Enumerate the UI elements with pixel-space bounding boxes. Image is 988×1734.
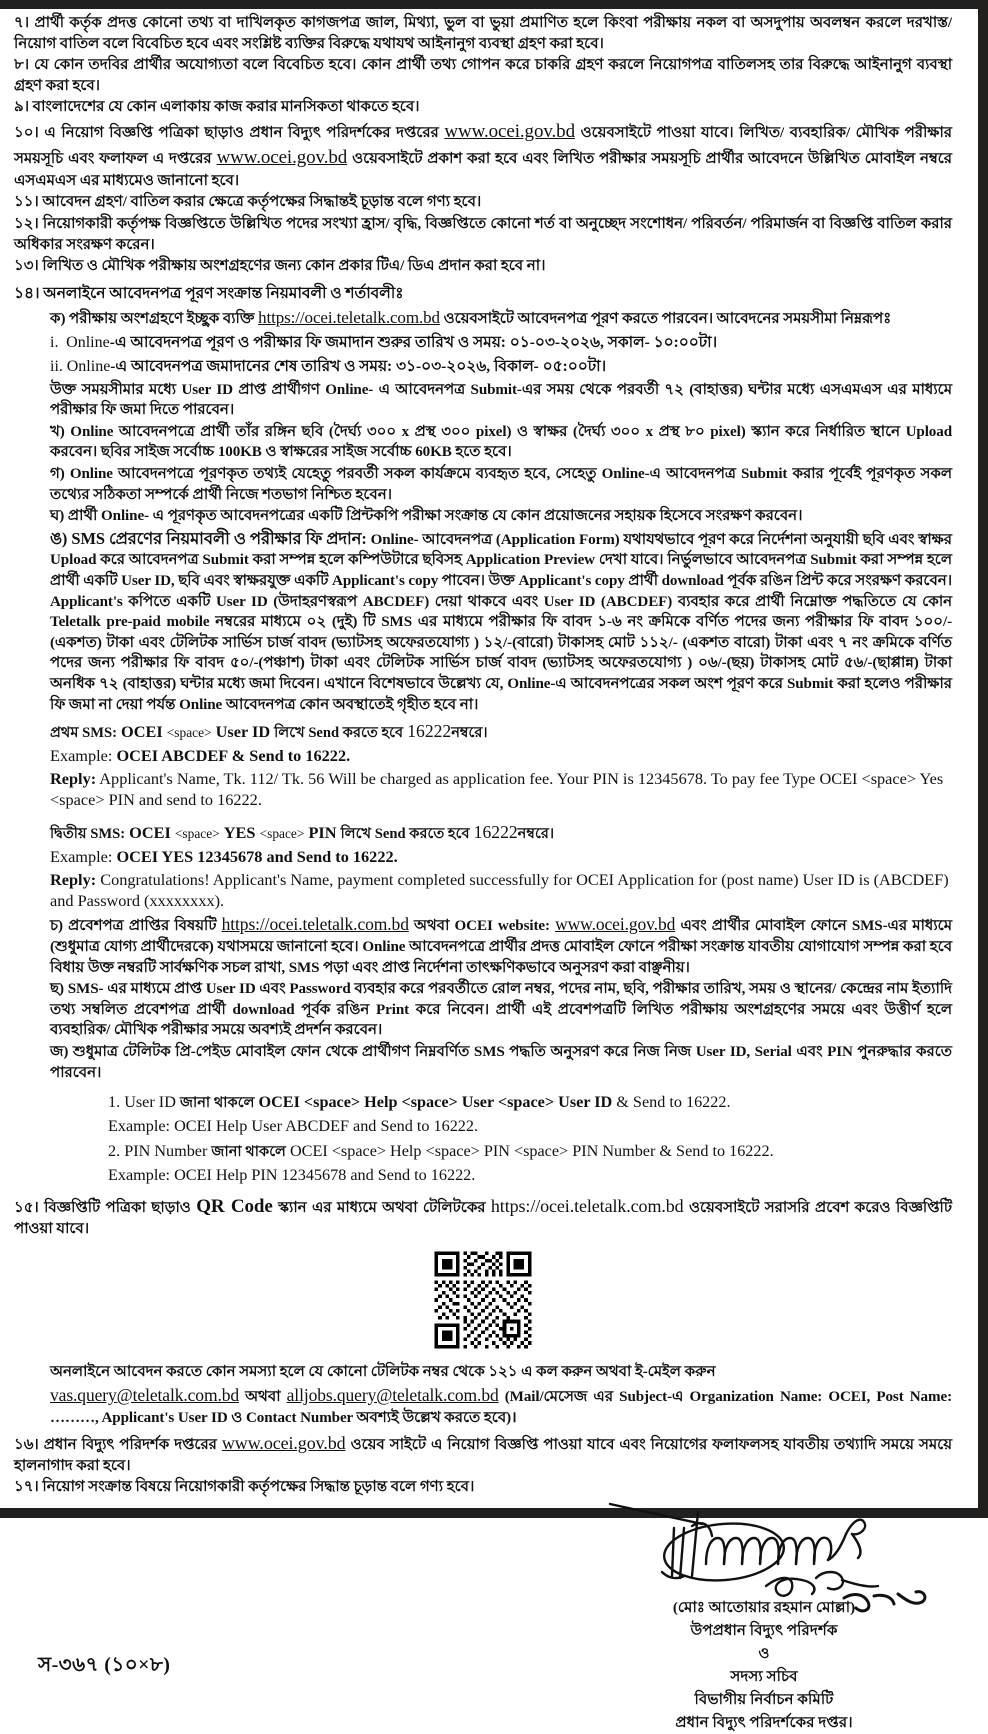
sub-clause-cha-text-1: চ) প্রবেশপত্র প্রাপ্তির বিষয়টি (50, 918, 222, 935)
clause-16-text-2: ওয়েব সাইটে এ নিয়োগ বিজ্ঞপ্তি পাওয়া যাবে এবং নিয়োগের ফলাফলসহ যাবতীয় তথ্যাদি সময়ে সময়ে হালনাগাদ করা হবে। (14, 1437, 953, 1474)
signatory-title-3: বিভাগীয় নির্বাচন কমিটি (694, 1691, 834, 1709)
clause-10-text-3: ওয়েবসাইটে প্রকাশ করা হবে এবং লিখিত পরীক্ষার সময়সূচি প্রার্থীর আবেদনে উল্লিখিত মোবাইল নম্বরে এসএমএস এর মাধ্যমেও জানানো হবে। (14, 150, 953, 189)
ocei-gov-link-1[interactable]: www.ocei.gov.bd (444, 120, 575, 142)
qr-code-container (14, 1248, 952, 1352)
second-sms-example-text: OCEI YES 12345678 and Send to 16222. (116, 846, 398, 866)
recovery-item-1-tail: & Send to 16222. (616, 1093, 731, 1112)
scan-border-right (978, 0, 988, 1518)
clause-16-text-1: ১৬। প্রধান বিদ্যুৎ পরিদর্শক দপ্তরের (14, 1437, 222, 1454)
sub-clause-uo (50, 528, 952, 715)
sub-clause-ka (50, 306, 952, 330)
clause-17: ১৭। নিয়োগ সংক্রান্ত বিষয়ে নিয়োগকারী কর্তৃপক্ষের সিদ্ধান্ত চূড়ান্ত বলে গণ্য হবে। (14, 1479, 475, 1496)
first-sms-suffix: নম্বরে। (451, 725, 488, 742)
second-sms-reply-label: Reply: (50, 869, 97, 889)
fee-deadline-note: উক্ত সময়সীমার মধ্যে User ID প্রাপ্ত প্রার্থীগণ Online- এ আবেদনপত্র Submit-এর সময় থেকে পরবর্তী ৭২ (বাহাত্তর) ঘন্টার মধ্যে এসএমএস এর মাধ্যমে পরীক্ষার ফি জমা দিতে পারবেন। (50, 381, 952, 419)
deadline-end-value: ৩১-০৩-২০২৬, বিকাল- ০৫:০০টা। (396, 358, 607, 376)
deadline-start-text: -এ আবেদনপত্র পূরণ ও পরীক্ষার ফি জমাদান শুরুর তারিখ ও সময়: (109, 333, 510, 351)
second-sms-suffix: নম্বরে। (517, 825, 555, 842)
helpdesk-block (50, 1362, 952, 1428)
second-sms-tail: লিখে Send করতে হবে (340, 825, 470, 842)
signatory-title-1: উপপ্রধান বিদ্যুৎ পরিদর্শক (690, 1622, 838, 1640)
deadline-end (50, 355, 952, 378)
qr-code-image[interactable] (422, 1248, 544, 1352)
first-sms-shortcode: 16222 (407, 721, 452, 742)
recovery-item-2 (108, 1140, 952, 1162)
clause-8: ৮। যে কোন তদবির প্রার্থীর অযোগ্যতা বলে বিবেচিত হবে। কোন প্রার্থী তথ্য গোপন করে চাকরি গ্রহণ করলে নিয়োগপত্র বাতিলসহ তার বিরুদ্ধে আইনানুগ ব্যবস্থা গ্রহণ করা হবে। (14, 57, 952, 94)
vas-query-email-link[interactable]: vas.query@teletalk.com.bd (50, 1384, 240, 1405)
clause-15 (14, 1194, 952, 1241)
first-sms-userid-token: User ID (215, 722, 271, 742)
first-sms-reply-text: Applicant's Name, Tk. 112/ Tk. 56 Will be charged as application fee. Your PIN is 12345678. To pay fee Type OCEI <space> Yes <space> PIN and send to 16222. (50, 769, 944, 810)
teletalk-apply-link-1[interactable]: https://ocei.teletalk.com.bd (258, 308, 440, 328)
sub-clause-ka-text-2: ওয়েবসাইটে আবেদনপত্র পূরণ করতে পারবেন। আবেদনের সময়সীমা নিম্নরূপঃ (439, 311, 892, 328)
deadline-end-text: -এ আবেদনপত্র জমাদানের শেষ তারিখ ও সময়: (110, 358, 397, 376)
helpdesk-between: অথবা (239, 1388, 287, 1405)
first-sms-example-label: Example: (50, 746, 113, 766)
sub-clause-gha: ঘ) প্রার্থী Online- এ পূরণকৃত আবেদনপত্রের একটি প্রিন্টকপি পরীক্ষা সংক্রান্ত যে কোন প্রয়োজনের সহায়ক হিসেবে সংরক্ষণ করবেন। (50, 508, 803, 525)
ocei-gov-link-2[interactable]: www.ocei.gov.bd (216, 146, 348, 168)
online-word-1: Online (66, 333, 110, 351)
sub-clause-ga: গ) Online আবেদনপত্রে পূরণকৃত তথ্যই যেহেতু পরবর্তী সকল কার্যক্রমে ব্যবহৃত হবে, সেহেতু Online-এ আবেদনপত্র Submit করার পূর্বেই পূরণকৃত সকল তথ্যের সঠিকতা সম্পর্কে প্রার্থী নিজে শতভাগ নিশ্চিত হবেন। (50, 466, 952, 503)
recovery-item-1-command: OCEI <space> Help <space> User <space> User ID (258, 1093, 613, 1112)
signatory-name: (মোঃ আতোয়ার রহমান মোল্লা) (672, 1598, 856, 1616)
signature-block (574, 1596, 954, 1734)
recovery-item-2-bn: জানা থাকলে (211, 1143, 286, 1160)
recovery-item-1-number: 1. (108, 1093, 121, 1112)
helpdesk-line-2 (50, 1384, 952, 1428)
ocei-gov-link-4[interactable]: www.ocei.gov.bd (221, 1433, 346, 1454)
second-sms-yes-token: YES (223, 822, 256, 842)
sms-rules-heading: ঙ) SMS প্রেরণের নিয়মাবলী ও পরীক্ষার ফি প্রদান: (50, 528, 367, 548)
recovery-item-1-pre: User ID (124, 1093, 176, 1112)
recovery-item-2-pre: PIN Number (124, 1141, 208, 1160)
second-sms-space-token-1: <space> (174, 825, 220, 841)
recovery-item-1-bn: জানা থাকলে (179, 1095, 255, 1112)
sub-clause-cha-mid: অথবা OCEI website: (408, 918, 556, 935)
sub-clause-ja: জ) শুধুমাত্র টেলিটক প্রি-পেইড মোবাইল ফোন থেকে প্রার্থীগণ নিম্নবর্ণিত SMS পদ্ধতি অনুসরণ করে নিজ নিজ User ID, Serial এবং PIN পুনরুদ্ধার করতে পারবেন। (50, 1043, 952, 1081)
sub-clause-ka-text-1: ক) পরীক্ষায় অংশগ্রহণে ইচ্ছুক ব্যক্তি (50, 311, 259, 328)
signatory-title-4: প্রধান বিদ্যুৎ পরিদর্শকের দপ্তর। (675, 1714, 853, 1732)
first-sms-line (50, 720, 952, 743)
recovery-item-2-command: OCEI <space> Help <space> PIN <space> PIN Number (289, 1141, 656, 1160)
alljobs-query-email-link[interactable]: alljobs.query@teletalk.com.bd (286, 1384, 499, 1405)
clause-16 (14, 1431, 952, 1476)
second-sms-pin-token: PIN (308, 822, 337, 842)
clause-11: ১১। আবেদন গ্রহণ/ বাতিল করার ক্ষেত্রে কর্তৃপক্ষের সিদ্ধান্তই চূড়ান্ত বলে গণ্য হবে। (14, 194, 482, 211)
online-word-2: Online (66, 358, 111, 376)
first-sms-example-line (50, 745, 952, 766)
clause-15-text-2: স্ক্যান এর মাধ্যমে অথবা টেলিটকের (272, 1199, 491, 1216)
sub-clause-kha: খ) Online আবেদনপত্রে প্রার্থী তাঁর রঙ্গিন ছবি (দৈর্ঘ্য ৩০০ x প্রস্থ ৩০০ pixel) ও স্বাক্ষর (দৈর্ঘ্য ৩০০ x প্রস্থ ৮০ pixel) স্ক্যান করে নির্ধারিত স্থানে Upload করবেন। ছবির সাইজ সর্বোচ্চ 100KB ও স্বাক্ষরের সাইজ সর্বোচ্চ 60KB হতে হবে। (50, 423, 952, 461)
clause-9: ৯। বাংলাদেশের যে কোন এলাকায় কাজ করার মানসিকতা থাকতে হবে। (14, 99, 420, 116)
scan-border-top (0, 0, 988, 9)
first-sms-reply-line (50, 768, 952, 810)
sub-clause-cha (50, 913, 952, 978)
signatory-conjunction: ও (758, 1645, 770, 1663)
teletalk-apply-link-2[interactable]: https://ocei.teletalk.com.bd (490, 1195, 684, 1216)
recovery-item-1 (108, 1091, 952, 1113)
clause-7: ৭। প্রার্থী কর্তৃক প্রদত্ত কোনো তথ্য বা দাখিলকৃত কাগজপত্র জাল, মিথ্যা, ভুল বা ভুয়া প্রমাণিত হলে কিংবা পরীক্ষায় নকল বা অসদুপায় অবলম্বন করলে দরখাস্ত/ নিয়োগ বাতিল বলে বিবেচিত হবে এবং সংশ্লিষ্ট ব্যক্তির বিরুদ্ধে যথাযথ আইনানুগ ব্যবস্থা গ্রহণ করা হবে। (14, 15, 952, 52)
second-sms-reply-text: Congratulations! Applicant's Name, payment completed successfully for OCEI Application for (post name) User ID is (ABCDEF) and Password (xxxxxxxx). (50, 869, 949, 910)
clause-10 (14, 119, 952, 191)
first-sms-keyword: OCEI (121, 722, 163, 742)
document-page (0, 9, 978, 1732)
roman-numeral-i: i. (50, 333, 59, 351)
recovery-item-2-number: 2. (108, 1141, 121, 1160)
sms-rules-body: Online- আবেদনপত্র (Application Form) যথাযথভাবে পূরণ করে নির্দেশনা অনুযায়ী ছবি এবং স্বাক্ষর Upload করে আবেদনপত্র Submit করা সম্পন্ন হলে কম্পিউটারে ছবিসহ Application Preview দেখা যাবে। নির্ভুলভাবে আবেদনপত্র Submit করা সম্পন্ন হলে প্রার্থী একটি User ID, ছবি এবং স্বাক্ষরযুক্ত একটি Applicant's copy পাবেন। উক্ত Applicant's copy প্রার্থী download পূর্বক রঙিন প্রিন্ট করে সংরক্ষণ করবেন। Applicant's কপিতে একটি User ID (উদাহরণস্বরূপ ABCDEF) দেয়া থাকবে এবং User ID (ABCDEF) ব্যবহার করে প্রার্থী নিম্নোক্ত পদ্ধতিতে যে কোন Teletalk pre-paid mobile নম্বরের মাধ্যমে ০২ (দুই) টি SMS এর মাধ্যমে পরীক্ষার ফি বাবদ ১-৬ নং ক্রমিকে বর্ণিত পদের জন্য পরীক্ষার ফি বাবদ ১০০/-(একশত) টাকা এবং টেলিটক সার্ভিস চার্জ বাবদ (ভ্যাটসহ অফেরতযোগ্য ) ১২/-(বারো) টাকাসহ মোট ১১২/- (একশত বারো) টাকা এবং ৭ নং ক্রমিকে বর্ণিত পদের জন্য পরীক্ষার ফি বাবদ ৫০/-(পঞ্চাশ) টাকা এবং টেলিটক সার্ভিস চার্জ বাবদ (ভ্যাটসহ অফেরতযোগ্য ) ০৬/-(ছয়) টাকাসহ মোট ৫৬/-(ছাপ্পান্ন) টাকা অনধিক ৭২ (বাহাত্তর) ঘন্টার মধ্যে জমা দিবেন। এখানে বিশেষভাবে উল্লেখ্য যে, Online-এ আবেদনপত্রের সকল অংশ পূরণ করে Submit করা হলেও পরীক্ষার ফি জমা না দেয়া পর্যন্ত Online আবেদনপত্র কোন অবস্থাতেই গৃহীত হবে না। (50, 531, 953, 713)
signature-area (14, 1500, 952, 1732)
qr-code-label: QR Code (196, 1195, 273, 1217)
recovery-item-2-example: Example: OCEI Help PIN 12345678 and Send to 16222. (108, 1166, 476, 1185)
clause-14-heading: ১৪। অনলাইনে আবেদনপত্র পূরণ সংক্রান্ত নিয়মাবলী ও শর্তাবলীঃ (14, 284, 404, 302)
section-14-body (50, 306, 952, 1187)
roman-numeral-ii: ii. (50, 358, 63, 376)
first-sms-space-token: <space> (166, 725, 212, 741)
first-sms-label: প্রথম SMS: (50, 725, 117, 742)
clause-15-text-3: ওয়েবসাইটে সরাসরি প্রবেশ করেও বিজ্ঞপ্তিটি পাওয়া যাবে। (14, 1199, 952, 1238)
clause-12: ১২। নিয়োগকারী কর্তৃপক্ষ বিজ্ঞপ্তিতে উল্লিখিত পদের সংখ্যা হ্রাস/ বৃদ্ধি, বিজ্ঞপ্তিতে কোনো শর্ত বা অনুচ্ছেদ সংশোধন/ পরিবর্তন/ পরিমার্জন বা বিজ্ঞপ্তি বাতিল করার অধিকার সংরক্ষণ করেন। (14, 216, 952, 253)
second-sms-example-label: Example: (50, 846, 113, 866)
first-sms-example-text: OCEI ABCDEF & Send to 16222. (116, 746, 351, 766)
signatory-title-2: সদস্য সচিব (730, 1668, 798, 1686)
clause-10-text-2: ওয়েবসাইটে পাওয়া যাবে। লিখিত/ ব্যবহারিক/ মৌখিক পরীক্ষার সময়সূচি এবং ফলাফল এ দপ্তরের (14, 124, 953, 167)
second-sms-keyword: OCEI (129, 822, 171, 842)
helpdesk-line-1: অনলাইনে আবেদন করতে কোন সমস্যা হলে যে কোনো টেলিটক নম্বর থেকে ১২১ এ কল করুন অথবা ই-মেইল করুন (50, 1364, 716, 1381)
clause-13: ১৩। লিখিত ও মৌখিক পরীক্ষায় অংশগ্রহণের জন্য কোন প্রকার টিএ/ ডিএ প্রদান করা হবে না। (14, 258, 546, 275)
clause-10-text-1: ১০। এ নিয়োগ বিজ্ঞপ্তি পত্রিকা ছাড়াও প্রধান বিদ্যুৎ পরিদর্শকের দপ্তরের (14, 124, 445, 141)
second-sms-label: দ্বিতীয় SMS: (50, 825, 126, 842)
deadline-start (50, 331, 952, 354)
first-sms-tail: লিখে Send করতে হবে (274, 725, 404, 742)
clause-15-text-1: ১৫। বিজ্ঞপ্তিটি পত্রিকা ছাড়াও (14, 1199, 197, 1216)
sub-clause-chha: ছ) SMS- এর মাধ্যমে প্রাপ্ত User ID এবং Password ব্যবহার করে পরবর্তীতে রোল নম্বর, পদের নাম, ছবি, পরীক্ষার তারিখ, সময় ও স্থানের/ কেন্দ্রের নাম ইত্যাদি তথ্য সম্বলিত প্রবেশপত্র প্রার্থী download পূর্বক রঙিন Print করে নিবেন। প্রার্থী এই প্রবেশপত্রটি লিখিত পরীক্ষায় অংশগ্রহণের সময়ে এবং উত্তীর্ণ হলে ব্যবহারিক/ মৌখিক পরীক্ষার সময়ে অবশ্যই প্রদর্শন করবেন। (50, 981, 952, 1039)
first-sms-reply-label: Reply: (50, 769, 97, 789)
second-sms-space-token-2: <space> (259, 825, 305, 841)
second-sms-shortcode: 16222 (473, 821, 518, 842)
teletalk-admitcard-link[interactable]: https://ocei.teletalk.com.bd (221, 914, 409, 935)
credential-recovery-block (108, 1091, 952, 1186)
recovery-item-1-example: Example: OCEI Help User ABCDEF and Send to 16222. (108, 1117, 479, 1136)
document-reference-code: স-৩৬৭ (১০×৮) (38, 1653, 171, 1676)
second-sms-reply-line (50, 869, 952, 911)
deadline-start-value: ০১-০৩-২০২৬, সকাল- ১০:০০টা। (509, 333, 718, 351)
second-sms-example-line (50, 846, 952, 867)
sms-instructions-block (50, 720, 952, 911)
recovery-item-2-tail: & Send to 16222. (659, 1141, 774, 1160)
second-sms-line (50, 821, 952, 844)
sub-clause-cha-text-2: এবং প্রার্থীর মোবাইল ফোনে SMS-এর মাধ্যমে (শুধুমাত্র যোগ্য প্রার্থীদেরকে) যথাসময়ে জানানো হবে। Online আবেদনপত্রে প্রার্থীর প্রদত্ত মোবাইল ফোনে পরীক্ষা সংক্রান্ত যাবতীয় যোগাযোগ সম্পন্ন করা হবে বিধায় উক্ত নম্বরটি সার্বক্ষণিক সচল রাখা, SMS পড়া এবং প্রাপ্ত নির্দেশনা তাৎক্ষণিকভাবে অনুসরণ করা বাঞ্ছনীয়। (50, 918, 952, 976)
ocei-gov-link-3[interactable]: www.ocei.gov.bd (555, 914, 676, 935)
helpdesk-line-2-tail: (Mail/মেসেজ এর Subject-এ Organization Name: OCEI, Post Name: ………, Applicant's User ID ও Contact Number অবশ্যই উল্লেখ করতে হবে)। (50, 1388, 952, 1426)
